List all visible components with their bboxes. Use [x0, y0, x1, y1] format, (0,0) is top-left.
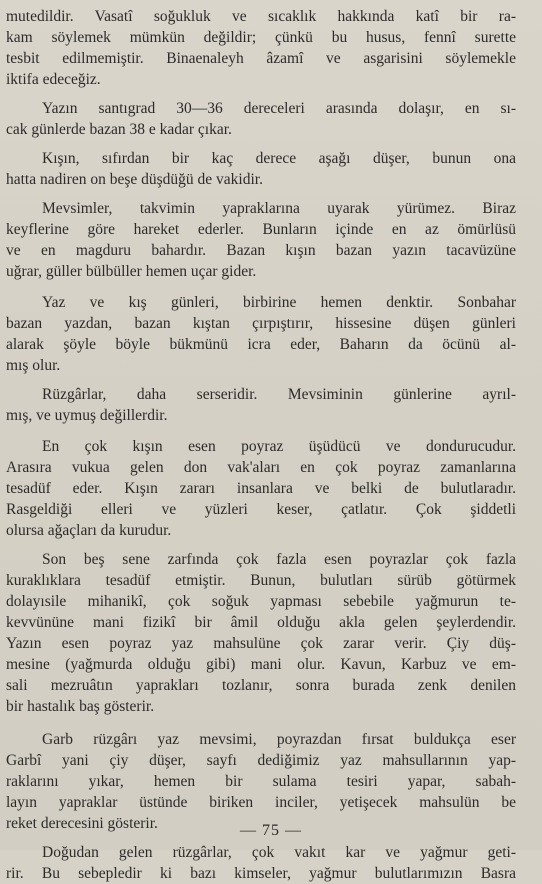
paragraph: [6, 148, 516, 190]
text-line: bir hastalık baş gösterir.: [6, 698, 155, 715]
text-line: alarak şöyle böyle bükmünü icra eder, Baharın da öcünü al-: [6, 336, 516, 353]
text-line: mış, ve uymuş değillerdir.: [6, 407, 168, 424]
paragraph: [6, 729, 516, 834]
text-line: uğrar, güller bülbüller hemen uçar gider.: [6, 263, 257, 280]
text-line: Rasgeldiği elleri ve yüzleri keser, çatlatır. Çok şiddetli: [6, 501, 516, 518]
paragraph: [6, 198, 516, 282]
text-line: Arasıra vukua gelen don vak'aları en çok poyraz zamanlarına: [6, 459, 516, 476]
text-line: Rüzgârlar, daha serseridir. Mevsiminin günlerine ayrıl-: [42, 386, 516, 403]
text-line: ve en magduru bahardır. Bazan kışın bazan yazın tacavüzüne: [6, 242, 516, 259]
text-line: Yaz ve kış günleri, birbirine hemen denktir. Sonbahar: [42, 294, 516, 311]
text-line: sali mezruâtın yaprakları tozlanır, sonra burada zenk denilen: [6, 677, 516, 694]
text-line: keyflerine göre hareket ederler. Bunların içinde en az ömürlüsü: [6, 221, 516, 238]
text-line: iktifa edeceğiz.: [6, 71, 101, 88]
text-line: Mevsimler, takvimin yapraklarına uyarak yürümez. Biraz: [42, 200, 516, 217]
text-line: cak günlerde bazan 38 e kadar çıkar.: [6, 121, 232, 138]
text-line: En çok kışın esen poyraz üşüdücü ve dondurucudur.: [42, 438, 516, 455]
text-line: bazan yazdan, bazan kıştan çırpıştırır, hissesine düşen günleri: [6, 315, 516, 332]
text-line: kam söylemek mümkün değildir; çünkü bu husus, fennî surette: [6, 29, 516, 46]
text-line: rir. Bu sebepledir ki bazı kimseler, yağmur bulutlarımızın Basra: [6, 865, 516, 882]
text-line: mış olur.: [6, 357, 61, 374]
text-line: tesbit edilmemiştir. Binaenaleyh âzamî ve asgarisini söylemekle: [6, 50, 516, 67]
text-line: kuraklıklara tesadüf etmiştir. Bunun, bulutları sürüb götürmek: [6, 572, 516, 589]
paragraph: [6, 549, 516, 717]
text-line: Son beş sene zarfında çok fazla esen poyrazlar çok fazla: [42, 551, 516, 568]
text-line: Kışın, sıfırdan bir kaç derece aşağı düşer, bunun ona: [42, 150, 516, 167]
text-line: hatta nadiren on beşe düşdüğü de vakidir.: [6, 171, 263, 188]
text-line: Yazın esen poyraz yaz mahsulüne çok zarar verir. Çiy düş-: [6, 635, 516, 652]
text-line: Garbî yani çiy düşer, sayfı dediğimiz yaz mahsullarının yap-: [6, 752, 516, 769]
paragraph: [6, 98, 516, 140]
page-number: — 75 —: [240, 822, 302, 839]
text-line: tesadüf eder. Kışın zararı insanlara ve belki de bulutlaradır.: [6, 480, 516, 497]
text-line: reket derecesini gösterir.: [6, 815, 158, 832]
paragraph: [6, 842, 516, 884]
text-line: dolayısile mihanikî, çok soğuk yapması sebebile yağmurun te-: [6, 593, 516, 610]
text-line: Doğudan gelen rüzgârlar, çok vakıt kar ve yağmur geti-: [42, 844, 516, 861]
paragraph: [6, 436, 516, 541]
text-line: layın yapraklar üstünde biriken inciler, yetişecek mahsulün be: [6, 794, 516, 811]
text-line: kevvününe mani fizikî bir âmil olduğu akla gelen şeylerdendir.: [6, 614, 516, 631]
text-line: raklarını yıkar, hemen bir sulama tesiri yapar, sabah-: [6, 773, 516, 790]
text-line: olursa ağaçları da kurudur.: [6, 522, 172, 539]
paragraph: [6, 292, 516, 376]
text-line: mesine (yağmurda olduğu gibi) mani olur. Kavun, Karbuz ve em-: [6, 656, 516, 673]
text-line: mutedildir. Vasatî soğukluk ve sıcaklık hakkında katî bir ra-: [6, 8, 516, 25]
text-line: Garb rüzgârı yaz mevsimi, poyrazdan fırsat buldukça eser: [42, 731, 516, 748]
page-text: [6, 6, 516, 884]
paragraph: [6, 6, 516, 90]
paragraph: [6, 384, 516, 426]
text-line: Yazın santıgrad 30—36 dereceleri arasında dolaşır, en sı-: [42, 100, 516, 117]
